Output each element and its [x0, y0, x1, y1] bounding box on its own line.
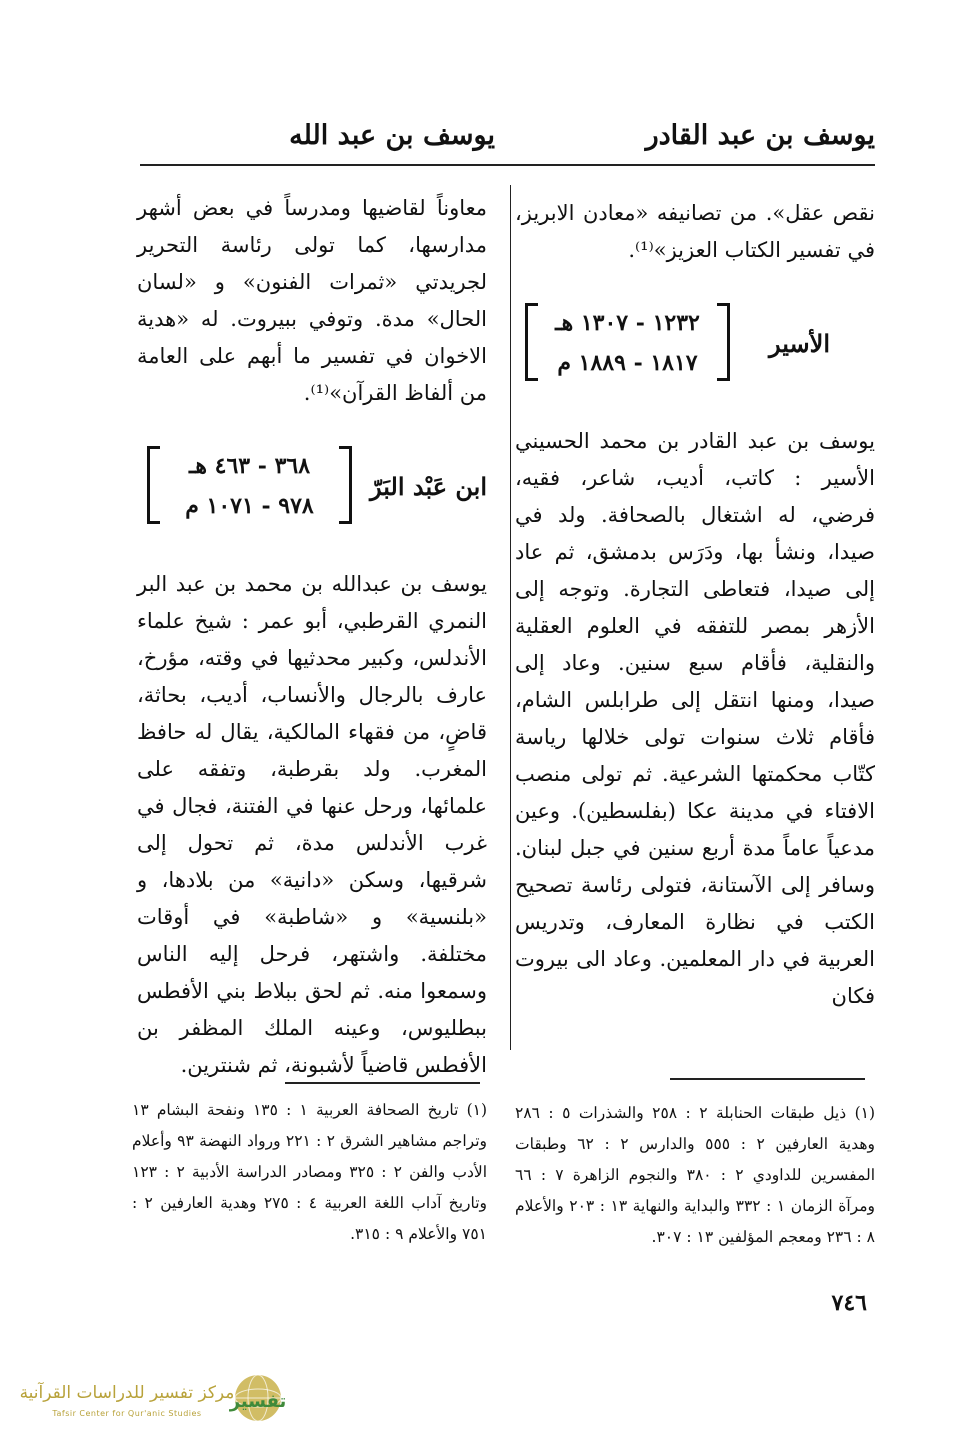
entry-heading-ibn-abd-al-barr: [137, 446, 487, 536]
date-bracket: [147, 446, 352, 524]
footnote-rule-right: [670, 1078, 865, 1080]
right-column: [515, 195, 875, 1015]
logo-arabic-name: مركز تفسير للدراسات القرآنية: [19, 1383, 235, 1403]
running-header-left: يوسف بن عبد الله: [289, 120, 495, 151]
entry-name: ابن عَبْد البَرّ: [370, 472, 487, 501]
entry-heading-asir: [515, 303, 875, 393]
left-body-paragraph: يوسف بن عبدالله بن محمد بن عبد البر النمري القرطبي، أبو عمر : شيخ علماء الأندلس، وكبير محدثيها في وقته، مؤرخ، عارف بالرجال والأنساب، أديب، بحاثة، قاضٍ، من فقهاء المالكية، يقال له حافظ المغرب. ولد بقرطبة، وتفقه على علمائها، ورحل عنها في الفتنة، فجال في غرب الأندلس مدة، ثم تحول إلى شرقيها، وسكن «دانية» من بلادها، و «بلنسية» و «شاطبة» في أوقات مختلفة. واشتهر، فرحل إليه الناس وسمعوا منه. ثم لحق ببلاط بني الأفطس ببطليوس، وعينه الملك المظفر بن الأفطس قاضياً لأشبونة، ثم شنترين.: [137, 572, 487, 1077]
hijri-dates: ٣٦٨ - ٤٦٣ هـ: [188, 453, 311, 479]
logo-latin-name: Tafsir Center for Qur'anic Studies: [52, 1409, 202, 1418]
footnote-rule-left: [285, 1082, 480, 1084]
left-intro-paragraph: معاوناً لقاضيها ومدرساً في بعض أشهر مدارسها، كما تولى رئاسة التحرير لجريدتي «ثمرات الفنون» و «لسان الحال» مدة. وتوفي ببيروت. له «هدية الاخوان في تفسير ما أبهم على العامة من ألفاظ القرآن»⁽¹⁾.: [137, 196, 487, 405]
footnote-right: (١) ذيل طبقات الحنابلة ٢ : ٢٥٨ والشذرات ٥ : ٢٨٦ وهدية العارفين ٢ : ٥٥٥ والدارس ٢ : ٦٢ وطبقات المفسرين للداودي ٢ : ٣٨٠ والنجوم الزاهرة ٧ : ٦٦ ومرآة الزمان ١ : ٣٣٢ والبداية والنهاية ١٣ : ٢٠٣ والأعلام ٨ : ٢٣٦ ومعجم المؤلفين ١٣ : ٣٠٧.: [515, 1104, 876, 1246]
footnote-left: (١) تاريخ الصحافة العربية ١ : ١٣٥ ونفحة البشام ١٣ وتراجم مشاهير الشرق ٢ : ٢٢١ ورواد النهضة ٩٣ وأعلام الأدب والفن ٢ : ٣٢٥ ومصادر الدراسة الأدبية ٢ : ١٢٣ وتاريخ آداب اللغة العربية ٤ : ٢٧٥ وهدية العارفين ٢ : ٧٥١ والأعلام ٩ : ٣١٥.: [132, 1101, 488, 1243]
left-column: [137, 190, 487, 1084]
column-divider: [510, 185, 511, 1050]
right-body-paragraph: يوسف بن عبد القادر بن محمد الحسيني الأسير : كاتب، أديب، شاعر، فقيه، فرضي، له اشتغال بالصحافة. ولد في صيدا، ونشأ بها، ودَرَس بدمشق، ثم عاد إلى صيدا، فتعاطى التجارة. وتوجه إلى الأزهر بمصر للتفقه في العلوم العقلية والنقلية، فأقام سبع سنين. وعاد إلى صيدا، ومنها انتقل إلى طرابلس الشام، فأقام ثلاث سنوات تولى خلالها رياسة كتّاب محكمتها الشرعية. ثم تولى منصب الافتاء في مدينة عكا (بفلسطين). وعين مدعياً عاماً مدة أربع سنين في جبل لبنان. وسافر إلى الآستانة، فتولى رئاسة تصحيح الكتب في نظارة المعارف، وتدريس العربية في دار المعلمين. وعاد الى بيروت فكان: [515, 429, 875, 1008]
entry-name: الأسير: [769, 329, 830, 358]
gregorian-dates: ١٨١٧ - ١٨٨٩ م: [557, 350, 698, 376]
right-intro-paragraph: نقص عقل». من تصانيفه «معادن الابريز، في تفسير الكتاب العزيز»⁽¹⁾.: [515, 201, 875, 262]
hijri-dates: ١٢٣٢ - ١٣٠٧ هـ: [555, 310, 700, 336]
running-header-right: يوسف بن عبد القادر: [645, 120, 875, 151]
header-rule: [140, 164, 875, 166]
page-number: ٧٤٦: [831, 1290, 867, 1316]
date-bracket: [525, 303, 730, 381]
gregorian-dates: ٩٧٨ - ١٠٧١ م: [185, 493, 314, 519]
tafsir-center-logo: [15, 1372, 290, 1427]
logo-mark: تفسير: [229, 1391, 287, 1412]
